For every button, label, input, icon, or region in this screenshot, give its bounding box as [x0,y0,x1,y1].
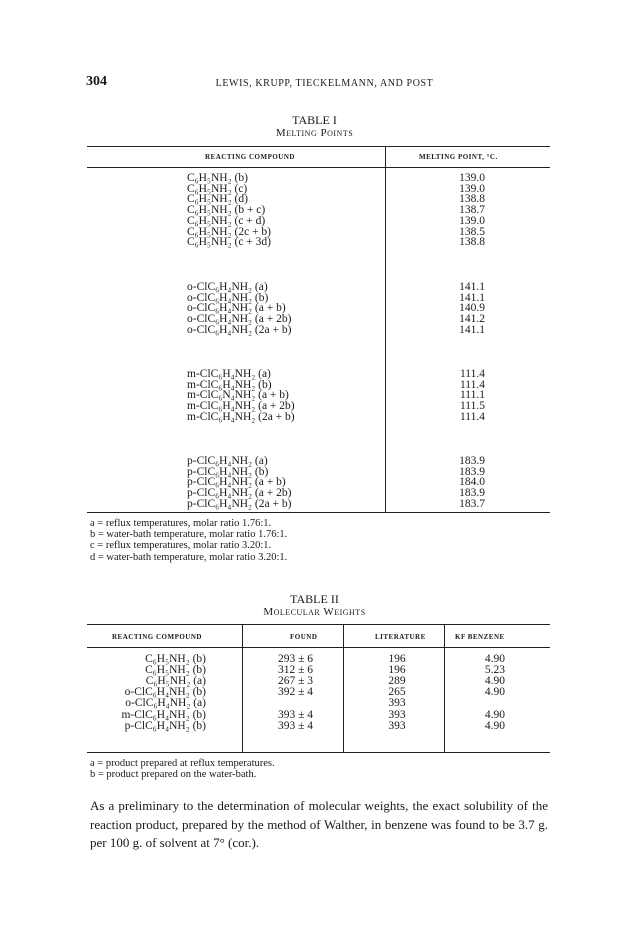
table1-footnote: a = reflux temperatures, molar ratio 1.76:1. [90,518,272,529]
table2-kf-cell: 4.90 [484,719,505,732]
table2-literature-cell: 393 [388,697,406,710]
table2-compound-cell: o-ClC₆H₄NH₂ (b) [124,686,206,699]
table1-mp-cell: 111.4 [459,368,485,380]
table1-compound-cell: p-ClC₆H₄NH₂ (b) [187,465,269,478]
table1-footnote: b = water-bath temperature, molar ratio 1.76:1. [90,529,288,541]
table2-compound-cell: C₆H₅NH₂ (a) [145,675,206,688]
table1-compound-cell: p-ClC₆H₄NH₂ (a + 2b) [187,487,292,500]
table1-compound-cell: o-ClC₆H₄NH₂ (a + b) [187,302,286,315]
table1-footnote: d = water-bath temperature, molar ratio 3.20:1. [90,551,288,563]
table1-mp-cell: 183.9 [459,487,485,500]
table1-mp-cell: 183.7 [459,497,485,510]
table2-literature-cell: 289 [388,675,406,688]
table2-header-compound: REACTING COMPOUND [112,633,202,641]
table1-compound-cell: C₆H₅NH₂ (c + d) [187,214,266,227]
table1-mp-cell: 138.8 [459,236,485,249]
table2-compound-cell: o-ClC₆H₄NH₂ (a) [125,697,206,710]
table1-mp-cell: 184.0 [459,476,485,489]
table1-header-rule [87,167,550,168]
table2-top-rule [87,624,550,625]
table2-kf-cell: 4.90 [484,675,505,688]
table2-compound-cell: C₆H₅NH₂ (b) [145,664,206,677]
table2-bottom-rule [87,752,550,753]
table1-compound-cell: o-ClC₆H₄NH₂ (a) [187,281,268,293]
table1-compound-cell: m-ClC₆H₄NH₂ (2a + b) [187,410,295,423]
table1-mp-cell: 140.9 [459,302,485,315]
table2-found-cell: 392 ± 4 [278,686,314,699]
table1-compound-cell: m-ClC₆H₄NH₂ (a + 2b) [187,400,295,413]
table1-compound-cell: o-ClC₆H₄NH₂ (2a + b) [187,323,292,336]
table1-compound-cell: C₆H₅NH₂ (b + c) [187,204,266,217]
table1-footnote: c = reflux temperatures, molar ratio 3.20:1. [90,540,272,552]
table1-mp-cell: 139.0 [459,172,485,184]
table2-divider-2 [343,624,344,752]
table2-label: TABLE II [290,592,339,606]
body-paragraph: As a preliminary to the determination of molecular weights, the exact solubility of the reaction product, prepared by the method of Walther, in benzene was found to be 3.7 g. per 100 g. of solvent at 7° (cor.). [90,798,548,850]
table1-mp-cell: 139.0 [459,182,485,195]
table2-kf-cell: 4.90 [484,653,505,665]
table2-found-cell: 293 ± 6 [278,653,314,665]
table2-found-cell: 393 ± 4 [278,719,314,732]
table1-mp-cell: 111.4 [459,378,485,391]
table1-header-compound: REACTING COMPOUND [205,153,295,161]
table1-mp-cell: 111.5 [459,400,485,413]
table2-compound-cell: p-ClC₆H₄NH₂ (b) [124,719,206,732]
table2-title: Molecular Weights [263,606,366,618]
table1-mp-cell: 138.8 [459,193,485,206]
table1-compound-cell: p-ClC₆H₄NH₂ (a) [187,455,268,467]
table2-found-cell: 312 ± 6 [278,664,314,677]
table1-mp-cell: 111.4 [459,410,485,423]
table2-compound-cell: C₆H₅NH₂ (b) [145,653,206,665]
table1-mp-cell: 141.1 [459,291,485,304]
table1-compound-cell: C₆H₅NH₂ (c + 3d) [187,236,271,249]
table2-footnote: a = product prepared at reflux temperatures. [90,758,275,769]
table1-mp-cell: 141.1 [459,281,485,293]
table2-header-kf: KF BENZENE [455,633,505,641]
running-head: LEWIS, KRUPP, TIECKELMANN, AND POST [215,78,434,89]
table2-kf-cell: 4.90 [484,686,505,699]
table2-footnote: b = product prepared on the water-bath. [90,769,257,781]
table1-mp-cell: 111.1 [459,389,485,402]
table2-literature-cell: 196 [388,664,406,677]
table2-header-literature: LITERATURE [375,633,426,641]
table1-mp-cell: 138.7 [459,204,485,217]
table1-title: Melting Points [275,127,354,139]
table1-mp-cell: 139.0 [459,214,485,227]
table1-label: TABLE I [292,113,337,127]
table2-found-cell: 267 ± 3 [278,675,314,688]
table2-compound-cell: m-ClC₆H₄NH₂ (b) [121,708,206,721]
table1-mp-cell: 183.9 [459,465,485,478]
table1-compound-cell: m-ClC₆N₄NH₂ (a + b) [187,389,289,402]
table2-found-cell: 393 ± 4 [278,708,314,721]
table2-kf-cell: 5.23 [484,664,505,677]
table2-literature-cell: 196 [388,653,406,665]
table2-literature-cell: 393 [388,708,406,721]
table1-mp-cell: 183.9 [459,455,485,467]
table2-kf-cell: 4.90 [484,708,505,721]
table1-compound-cell: p-ClC₆H₄NH₂ (a + b) [187,476,286,489]
table1-compound-cell: p-ClC₆H₄NH₂ (2a + b) [187,497,292,510]
table2-divider-1 [242,624,243,752]
table1-compound-cell: C₆H₅NH₂ (d) [187,193,248,206]
table2-literature-cell: 265 [388,686,406,699]
table1-compound-cell: C₆H₅NH₂ (c) [187,182,248,195]
table2-header-rule [87,647,550,648]
table1-mp-cell: 141.2 [459,313,485,326]
table2-header-found: FOUND [290,633,318,641]
table1-mp-cell: 141.1 [459,323,485,336]
table1-top-rule [87,146,550,147]
table1-compound-cell: m-ClC₆H₄NH₂ (b) [187,378,272,391]
table2-divider-3 [444,624,445,752]
table2-literature-cell: 393 [388,719,406,732]
page-number: 304 [86,74,107,89]
table1-compound-cell: o-ClC₆H₄NH₂ (b) [187,291,269,304]
table1-compound-cell: o-ClC₆H₄NH₂ (a + 2b) [187,313,292,326]
table1-compound-cell: m-ClC₆H₄NH₂ (a) [187,368,271,380]
table1-compound-cell: C₆H₅NH₂ (2c + b) [187,225,271,238]
table1-column-divider [385,146,386,512]
table1-header-mp: MELTING POINT, °C. [419,153,498,161]
table1-bottom-rule [87,512,550,513]
table1-compound-cell: C₆H₅NH₂ (b) [187,172,248,184]
table1-mp-cell: 138.5 [459,225,485,238]
